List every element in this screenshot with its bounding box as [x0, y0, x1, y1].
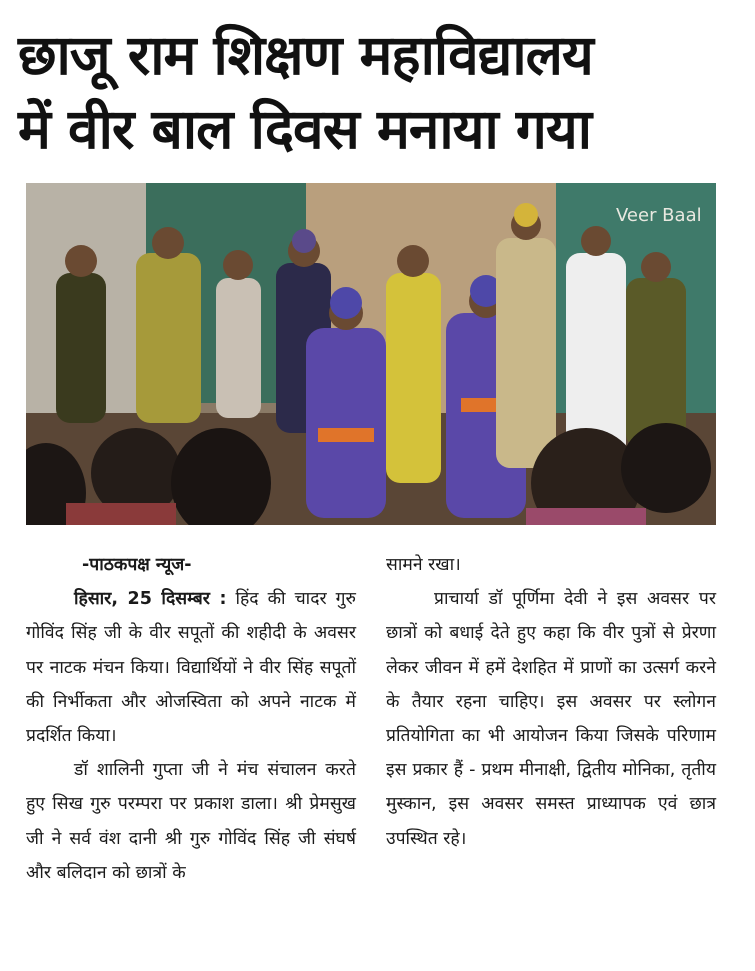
paragraph-1-text: हिंद की चादर गुरु गोविंद सिंह जी के वीर सपूतों की शहीदी के अवसर पर नाटक मंचन किया। विद्यार्थियों ने वीर सिंह सपूतों की निर्भीकता और ओजस्विता को अपने नाटक में प्रदर्शित किया। [26, 589, 356, 747]
paragraph-3: प्राचार्या डॉ पूर्णिमा देवी ने इस अवसर पर छात्रों को बधाई देते हुए कहा कि वीर पुत्रों से प्रेरणा लेकर जीवन में हमें देशहित में प्राणों का उत्सर्ग करने के तैयार रहना चाहिए। इस अवसर पर स्लोगन प्रतियोगिता का भी आयोजन किया जिसके परिणाम इस प्रकार हैं - प्रथम मीनाक्षी, द्वितीय मोनिका, तृतीय मुस्कान, इस अवसर समस्त प्राध्यापक एवं छात्र उपस्थित रहे। [386, 589, 716, 849]
paragraph-1 [26, 582, 356, 753]
news-photo [26, 183, 716, 525]
headline-line-2: में वीर बाल दिवस मनाया गया [18, 97, 592, 161]
dateline: हिसार, 25 दिसम्बर : [74, 589, 227, 610]
headline [18, 18, 738, 166]
stage-play-photo [26, 183, 716, 525]
headline-line-1: छाजू राम शिक्षण महाविद्यालय [18, 23, 593, 87]
board-text: Veer Baal [616, 205, 702, 226]
article-column-right [386, 548, 716, 856]
paragraph-2-continued: सामने रखा। [386, 555, 461, 575]
paragraph-2: डॉ शालिनी गुप्ता जी ने मंच संचालन करते हुए सिख गुरु परम्परा पर प्रकाश डाला। श्री प्रेमसुख जी ने सर्व वंश दानी श्री गुरु गोविंद सिंह जी संघर्ष और बलिदान को छात्रों के [26, 760, 356, 883]
article-column-left [26, 548, 356, 890]
byline: -पाठकपक्ष न्यूज- [82, 555, 192, 575]
